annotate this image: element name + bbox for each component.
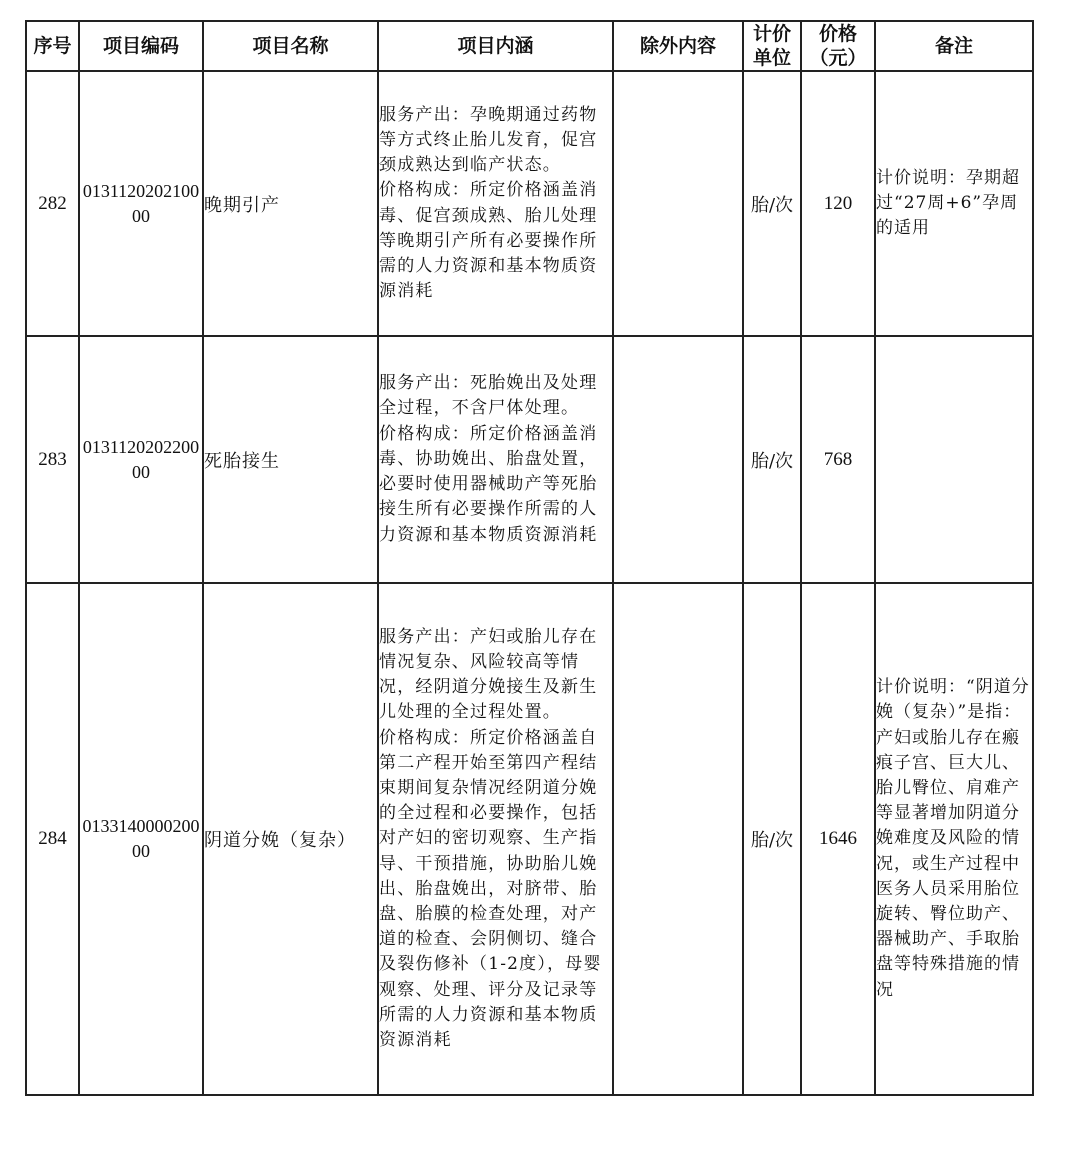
content-text: 服务产出：产妇或胎儿存在情况复杂、风险较高等情况，经阴道分娩接生及新生儿处理的全过程处置。 价格构成：所定价格涵盖自第二产程开始至第四产程结束期间复杂情况经阴道分娩的全过程和必要操作，包括对产妇的密切观察、生产指导、干预措施，协助胎儿娩出、胎盘娩出，对脐带、胎盘、胎膜的检查处理，对产道的检查、会阴侧切、缝合及裂伤修补（1-2度），母婴观察、处理、评分及记录等所需的人力资源和基本物质资源消耗 [379, 626, 602, 1051]
cell-name: 晚期引产 [203, 71, 378, 336]
header-price-text: 价格 （元） [809, 23, 867, 69]
cell-unit: 胎/次 [743, 336, 801, 583]
header-unit-text: 计价 单位 [752, 23, 791, 69]
cell-exclude [613, 71, 743, 336]
header-content: 项目内涵 [378, 21, 613, 71]
cell-price: 120 [801, 71, 875, 336]
header-note: 备注 [875, 21, 1033, 71]
table-row [26, 583, 1033, 1095]
cell-no: 284 [26, 583, 79, 1095]
cell-code: 013112020210000 [79, 71, 203, 336]
header-unit [743, 21, 801, 71]
price-table [25, 20, 1034, 1096]
cell-note [875, 336, 1033, 583]
header-no: 序号 [26, 21, 79, 71]
cell-unit: 胎/次 [743, 71, 801, 336]
cell-exclude [613, 583, 743, 1095]
header-name: 项目名称 [203, 21, 378, 71]
table-header-row [26, 21, 1033, 71]
cell-no: 282 [26, 71, 79, 336]
content-text: 服务产出：死胎娩出及处理全过程，不含尸体处理。 价格构成：所定价格涵盖消毒、协助娩出、胎盘处置，必要时使用器械助产等死胎接生所有必要操作所需的人力资源和基本物质资源消耗 [379, 373, 598, 545]
cell-content [378, 336, 613, 583]
cell-name: 死胎接生 [203, 336, 378, 583]
cell-no: 283 [26, 336, 79, 583]
header-exclude: 除外内容 [613, 21, 743, 71]
cell-price: 1646 [801, 583, 875, 1095]
header-price [801, 21, 875, 71]
cell-code: 013112020220000 [79, 336, 203, 583]
table-row [26, 336, 1033, 583]
table-row [26, 71, 1033, 336]
cell-note [875, 583, 1033, 1095]
note-text: 计价说明：“阴道分娩（复杂）”是指：产妇或胎儿存在瘢痕子宫、巨大儿、胎儿臀位、肩难产等显著增加阴道分娩难度及风险的情况，或生产过程中医务人员采用胎位旋转、臀位助产、器械助产、手取胎盘等特殊措施的情况 [876, 677, 1030, 1000]
cell-unit: 胎/次 [743, 583, 801, 1095]
cell-note [875, 71, 1033, 336]
cell-name: 阴道分娩（复杂） [203, 583, 378, 1095]
content-text: 服务产出：孕晚期通过药物等方式终止胎儿发育，促宫颈成熟达到临产状态。 价格构成：所定价格涵盖消毒、促宫颈成熟、胎儿处理等晚期引产所有必要操作所需的人力资源和基本物质资源消耗 [379, 104, 598, 302]
cell-code: 013314000020000 [79, 583, 203, 1095]
cell-content [378, 71, 613, 336]
note-text: 计价说明：孕期超过“27周+6”孕周的适用 [876, 167, 1020, 239]
cell-content [378, 583, 613, 1095]
cell-price: 768 [801, 336, 875, 583]
header-code: 项目编码 [79, 21, 203, 71]
cell-exclude [613, 336, 743, 583]
